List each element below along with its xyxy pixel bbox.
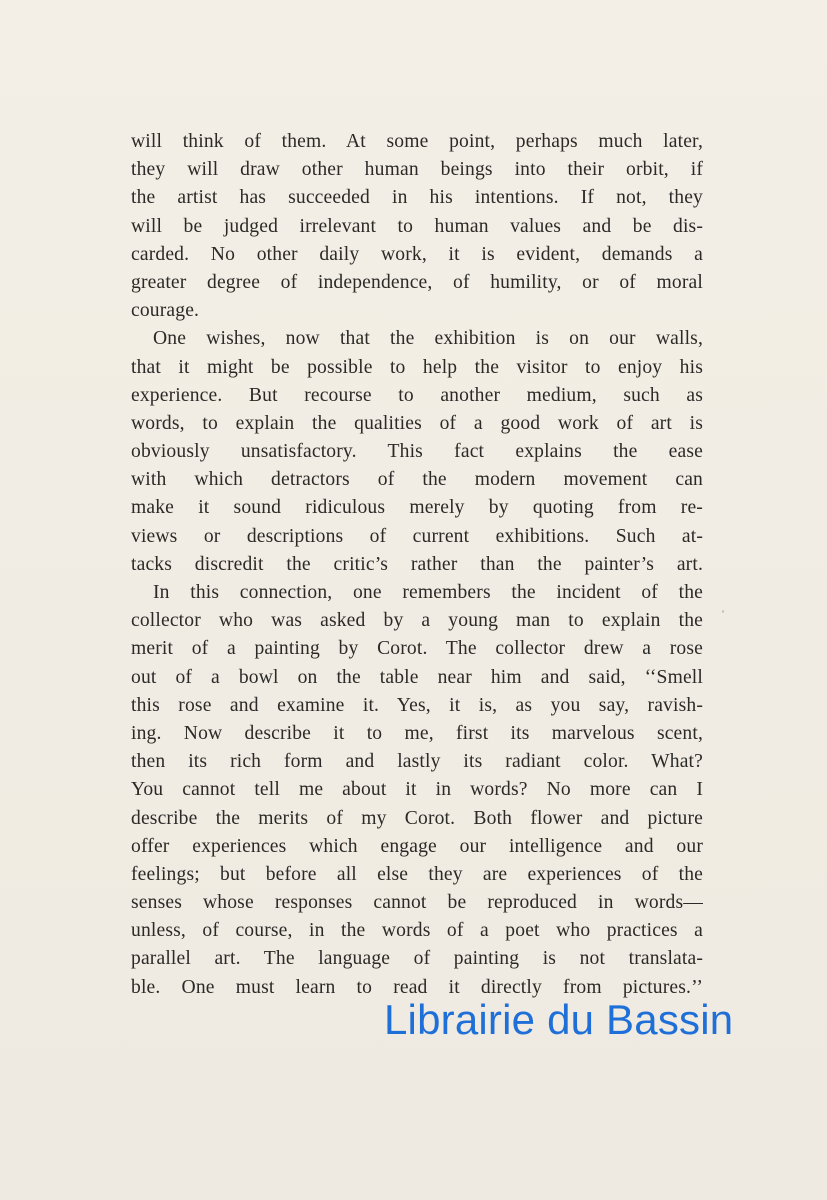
text-line: will think of them. At some point, perhaps much later, [131, 131, 703, 152]
paragraph-end-line: tacks discredit the critic’s rather than the painter’s art. [131, 553, 703, 575]
paragraph-end-line: courage. [131, 300, 200, 322]
text-line: words, to explain the qualities of a good work of art is [131, 412, 703, 434]
text-line: then its rich form and lastly its radiant color. What? [131, 751, 703, 773]
text-line: parallel art. The language of painting is not translata- [131, 948, 703, 970]
text-line: senses whose responses cannot be reproduced in words— [131, 892, 703, 914]
text-line: feelings; but before all else they are experiences of the [131, 863, 703, 885]
text-line: You cannot tell me about it in words? No more can I [131, 779, 703, 801]
text-line: greater degree of independence, of humility, or of moral [131, 271, 703, 293]
body-text [131, 128, 703, 1002]
text-line: the artist has succeeded in his intentions. If not, they [131, 187, 703, 209]
text-line: ing. Now describe it to me, first its marvelous scent, [131, 722, 703, 744]
text-line: describe the merits of my Corot. Both flower and picture [131, 807, 703, 829]
text-line: they will draw other human beings into their orbit, if [131, 159, 703, 181]
text-line: carded. No other daily work, it is evident, demands a [131, 243, 703, 265]
text-line: offer experiences which engage our intelligence and our [131, 835, 703, 857]
text-line: unless, of course, in the words of a poet who practices a [131, 920, 703, 942]
text-line: obviously unsatisfactory. This fact explains the ease [131, 441, 703, 463]
text-line: that it might be possible to help the visitor to enjoy his [131, 356, 703, 378]
text-line: with which detractors of the modern movement can [131, 469, 703, 491]
text-line: experience. But recourse to another medium, such as [131, 384, 703, 406]
text-line: will be judged irrelevant to human values and be dis- [131, 215, 703, 237]
paper-speck [722, 610, 724, 613]
text-line: views or descriptions of current exhibitions. Such at- [131, 525, 703, 547]
text-line: make it sound ridiculous merely by quoting from re- [131, 497, 703, 519]
watermark-text: Librairie du Bassin [384, 996, 734, 1043]
text-line: collector who was asked by a young man to explain the [131, 610, 703, 632]
text-line: merit of a painting by Corot. The collector drew a rose [131, 638, 703, 660]
text-line: out of a bowl on the table near him and said, ‘‘Smell [131, 666, 703, 688]
paragraph-start-line: One wishes, now that the exhibition is on our walls, [153, 328, 703, 350]
paragraph-end-line: ble. One must learn to read it directly from pictures.’’ [131, 976, 703, 998]
paragraph-start-line: In this connection, one remembers the incident of the [153, 582, 703, 603]
text-line: this rose and examine it. Yes, it is, as you say, ravish- [131, 694, 703, 716]
